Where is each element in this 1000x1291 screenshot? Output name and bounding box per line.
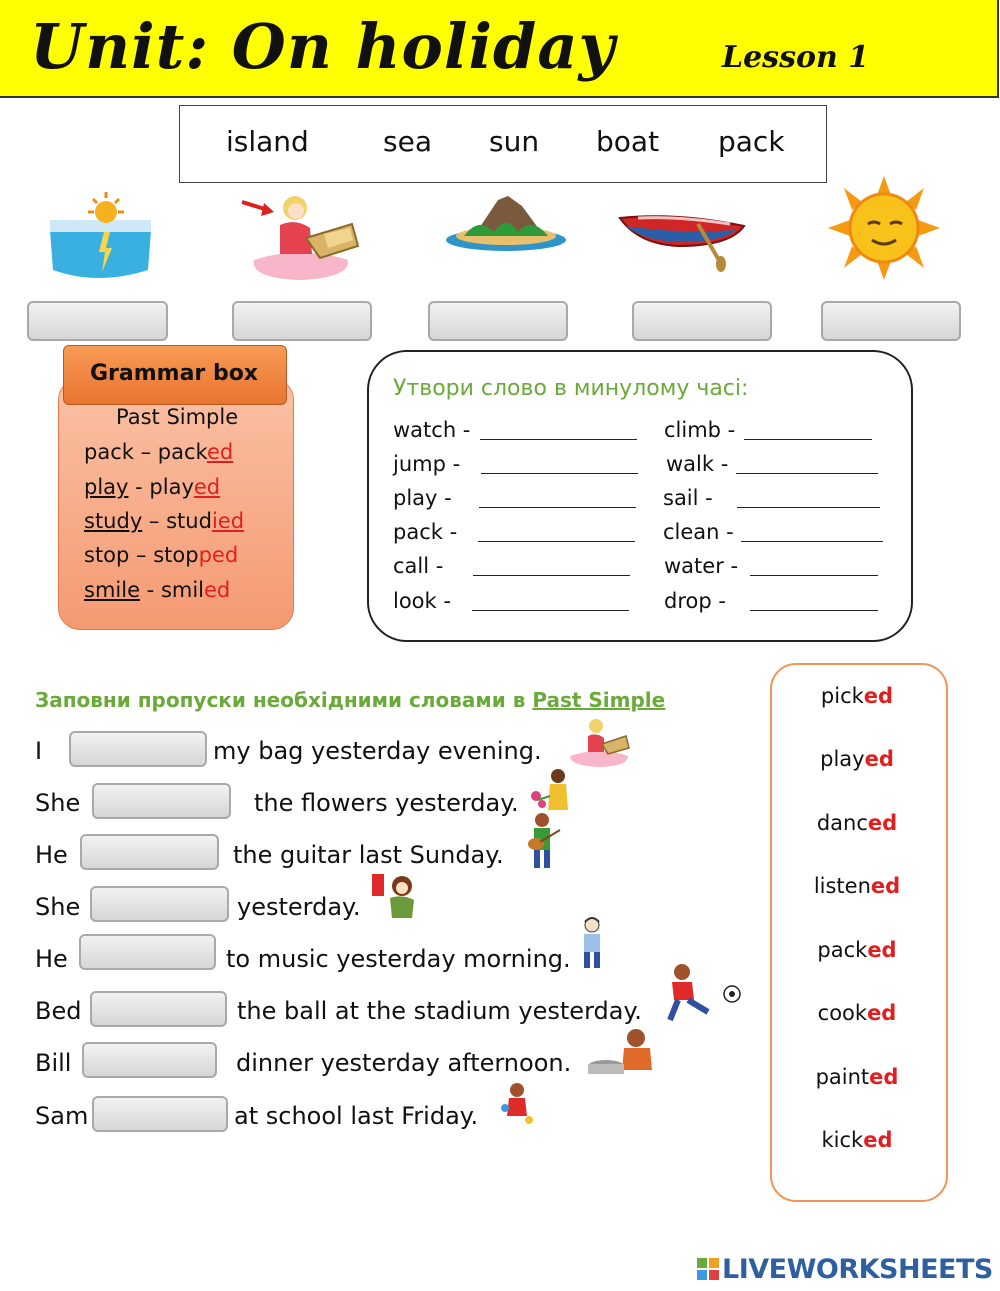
- grammar-box-title: Grammar box: [89, 361, 258, 386]
- word-option[interactable]: cooked: [817, 1001, 897, 1025]
- grammar-subtitle: Past Simple: [116, 405, 239, 429]
- sentence-subject: I: [35, 737, 43, 765]
- word-option[interactable]: painted: [815, 1065, 899, 1089]
- sentence-subject: He: [35, 945, 68, 973]
- sentence-answer-input[interactable]: [92, 1096, 228, 1132]
- sentence-rest: to music yesterday morning.: [226, 945, 571, 973]
- verb-answer-line[interactable]: [472, 610, 629, 611]
- verb-answer-line[interactable]: [479, 507, 636, 508]
- sentence-rest: at school last Friday.: [234, 1102, 479, 1130]
- boy-kicking-ball-icon: [652, 962, 742, 1024]
- boy-listening-icon: [572, 916, 612, 972]
- grammar-row: study – studied: [84, 509, 245, 533]
- packing-girl-icon: [240, 190, 360, 282]
- verb-label: pack -: [393, 520, 458, 544]
- word-bank-item: island: [226, 125, 309, 158]
- verb-label: walk -: [666, 452, 729, 476]
- word-option[interactable]: packed: [817, 938, 897, 962]
- word-option[interactable]: listened: [813, 874, 901, 898]
- sentence-rest: dinner yesterday afternoon.: [236, 1049, 572, 1077]
- sentence-answer-input[interactable]: [69, 731, 207, 767]
- sentence-answer-input[interactable]: [79, 934, 216, 970]
- verb-label: watch -: [393, 418, 471, 442]
- verb-answer-line[interactable]: [737, 507, 880, 508]
- word-bank-item: sea: [383, 125, 432, 158]
- verb-answer-line[interactable]: [741, 541, 883, 542]
- island-icon: [444, 192, 568, 254]
- boy-painting-icon: [497, 1080, 537, 1130]
- liveworksheets-logo[interactable]: LIVEWORKSHEETS: [722, 1254, 993, 1285]
- picture-answer-input[interactable]: [232, 301, 372, 341]
- word-options-panel: [770, 663, 948, 1202]
- verb-label: climb -: [664, 418, 736, 442]
- fill-section-title: Заповни пропуски необхідними словами в Past Simple: [35, 688, 666, 712]
- verb-label: drop -: [664, 589, 726, 613]
- sentence-answer-input[interactable]: [90, 991, 227, 1027]
- grammar-row: smile - smiled: [84, 578, 231, 602]
- verb-answer-line[interactable]: [750, 575, 878, 576]
- sentence-answer-input[interactable]: [90, 886, 229, 922]
- sentence-subject: Bill: [35, 1049, 72, 1077]
- verb-label: water -: [664, 554, 739, 578]
- sentence-rest: the guitar last Sunday.: [233, 841, 504, 869]
- verb-answer-line[interactable]: [478, 541, 635, 542]
- sentence-rest: the flowers yesterday.: [254, 789, 519, 817]
- word-option[interactable]: kicked: [821, 1128, 893, 1152]
- word-bank-item: boat: [596, 125, 660, 158]
- verb-answer-line[interactable]: [736, 473, 878, 474]
- sentence-subject: She: [35, 789, 81, 817]
- page-title: Unit: On holiday: [30, 10, 616, 83]
- verb-label: look -: [393, 589, 451, 613]
- grammar-row: stop – stopped: [84, 543, 239, 567]
- liveworksheets-logo-icon: [697, 1258, 719, 1282]
- sentence-rest: my bag yesterday evening.: [213, 737, 542, 765]
- girl-with-flowers-icon: [528, 766, 580, 816]
- verb-answer-line[interactable]: [750, 610, 878, 611]
- sentence-answer-input[interactable]: [82, 1042, 217, 1078]
- word-option[interactable]: played: [820, 747, 894, 771]
- verb-answer-line[interactable]: [744, 439, 872, 440]
- word-option[interactable]: picked: [820, 684, 894, 708]
- word-bank-item: pack: [718, 125, 785, 158]
- verb-label: jump -: [393, 452, 461, 476]
- sentence-rest: the ball at the stadium yesterday.: [237, 997, 642, 1025]
- sentence-subject: She: [35, 893, 81, 921]
- sentence-answer-input[interactable]: [92, 783, 231, 819]
- sentence-subject: Bed: [35, 997, 82, 1025]
- lesson-label: Lesson 1: [722, 40, 870, 75]
- sea-icon: [48, 190, 153, 282]
- picture-answer-input[interactable]: [428, 301, 568, 341]
- picture-answer-input[interactable]: [632, 301, 772, 341]
- verb-label: call -: [393, 554, 444, 578]
- word-option[interactable]: danced: [816, 811, 898, 835]
- sun-icon: [828, 176, 940, 280]
- verb-label: sail -: [663, 486, 713, 510]
- grammar-row: pack – packed: [84, 440, 234, 464]
- past-tense-panel-title: Утвори слово в минулому часі:: [393, 376, 749, 401]
- word-bank-item: sun: [489, 125, 540, 158]
- picture-answer-input[interactable]: [27, 301, 168, 341]
- boat-icon: [618, 204, 748, 274]
- verb-label: clean -: [663, 520, 734, 544]
- girl-dancing-icon: [368, 870, 422, 922]
- sentence-subject: He: [35, 841, 68, 869]
- boy-with-guitar-icon: [522, 812, 564, 872]
- picture-answer-input[interactable]: [821, 301, 961, 341]
- man-cooking-icon: [584, 1026, 664, 1076]
- verb-answer-line[interactable]: [480, 439, 637, 440]
- grammar-row: play - played: [84, 475, 221, 499]
- sentence-subject: Sam: [35, 1102, 89, 1130]
- verb-label: play -: [393, 486, 452, 510]
- sentence-rest: yesterday.: [237, 893, 361, 921]
- packing-girl-icon: [566, 716, 632, 768]
- verb-answer-line[interactable]: [473, 575, 630, 576]
- sentence-answer-input[interactable]: [80, 834, 219, 870]
- verb-answer-line[interactable]: [481, 473, 638, 474]
